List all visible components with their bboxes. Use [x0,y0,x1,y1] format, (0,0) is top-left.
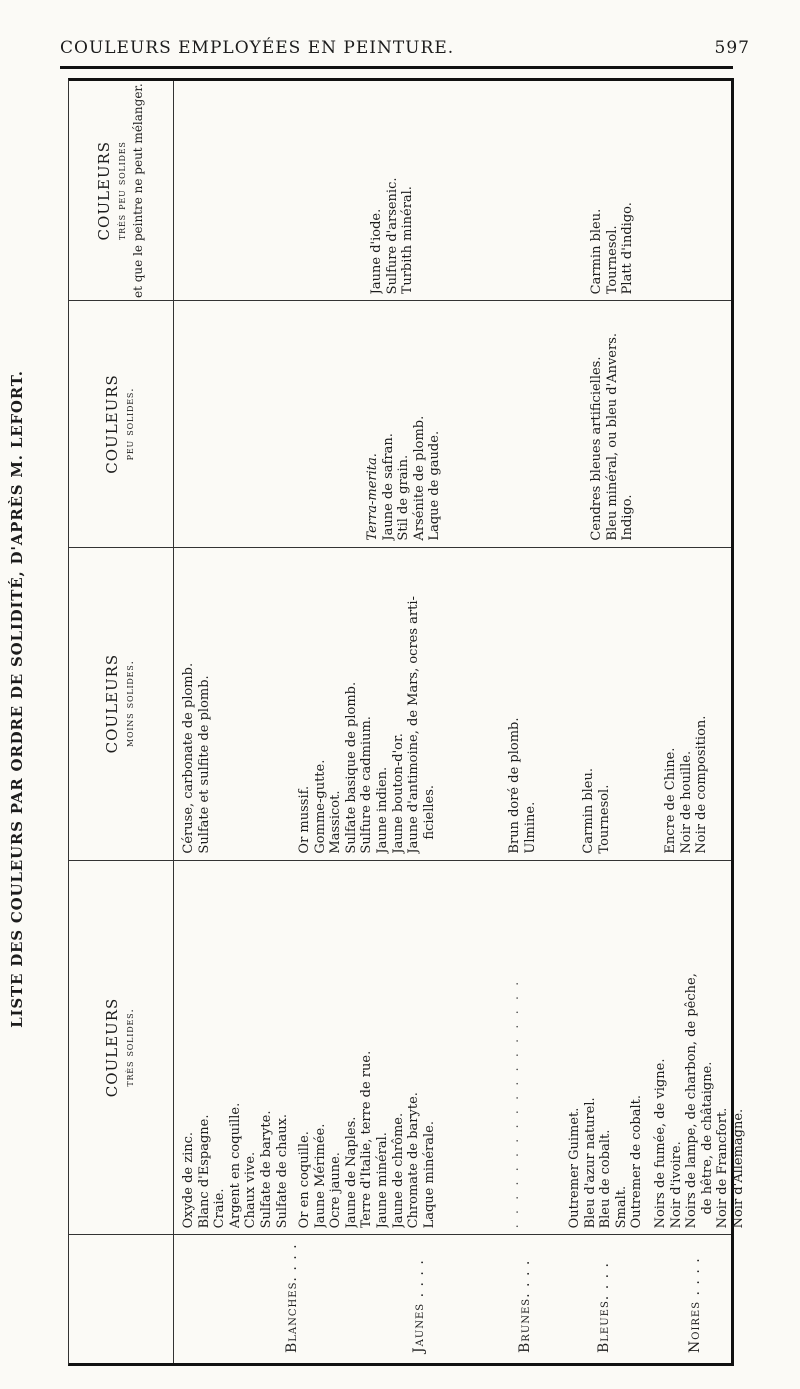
category-label: Bleues. . . . [596,1262,612,1353]
color-item: Oxyde de zinc. [181,1131,196,1229]
color-item: Jaune d'iode. [369,208,384,295]
group-white [181,867,290,1229]
page-number: 597 [714,38,750,58]
group-yellow [297,554,437,854]
dotted-leader: . . . . . . . . . . . . . . . . . . [507,978,522,1229]
color-item: Jaune de chrôme. [390,1112,406,1229]
color-item: Gomme-gutte. [312,759,328,854]
color-item: Sulfate de chaux. [274,1113,290,1229]
group-blue [581,554,612,854]
color-item: Bleu d'azur naturel. [582,1097,598,1229]
color-item: Sulfate de baryte. [258,1110,274,1229]
column-very-solid [69,860,746,1235]
color-item: Céruse, carbonate de plomb. [181,662,196,854]
color-item: Jaune bouton-d'or. [390,733,406,854]
color-item: Noir d'ivoire. [668,1141,684,1229]
color-solidity-table [68,78,746,1366]
color-item: Carmin bleu. [589,208,604,295]
group-brown [507,554,538,854]
page-header-title: COULEURS EMPLOYÉES EN PEINTURE. [60,38,455,58]
color-item: Noir de composition. [694,715,710,854]
color-item: Or en coquille. [297,1131,312,1229]
color-item: Turbith minéral. [400,186,416,295]
group-blue [567,867,645,1229]
group-blue [589,87,636,294]
color-item: Noir d'Allemagne. [730,1108,746,1229]
color-item: Sulfate basique de plomb. [343,681,359,854]
column-subheading: très peu solides [114,141,128,241]
group-black [653,867,747,1229]
color-item: Sulfure de cadmium. [359,716,375,854]
color-item: Jaune de Naples. [343,1116,359,1229]
running-header [60,38,750,58]
color-item: Argent en coquille. [227,1102,243,1229]
color-item: Smalt. [613,1185,629,1229]
color-item: Chromate de baryte. [406,1092,422,1229]
color-item: Or mussif. [297,785,312,854]
column-heading: COULEURS [103,997,121,1098]
color-item: Encre de Chine. [663,747,678,854]
color-item: Jaune indien. [374,766,390,854]
column-subheading: moins solides. [123,660,136,747]
color-item: Sulfure d'arsenic. [384,177,400,295]
color-item: Outremer Guimet. [567,1107,582,1229]
group-brown [507,867,523,1229]
color-item: Noirs de fumée, de vigne. [653,1058,668,1229]
category-label: Noires . . . . [687,1257,703,1353]
category-header [69,1235,174,1363]
color-item: Stil de grain. [396,454,412,541]
color-item: Sulfate et sulfite de plomb. [196,675,212,854]
color-item: Bleu minéral, ou bleu d'Anvers. [604,332,620,541]
color-item: Bleu de cobalt. [598,1129,614,1229]
color-item: Outremer de cobalt. [629,1095,645,1229]
column-heading: COULEURS [103,374,121,474]
group-yellow [365,307,443,540]
color-item: Tournesol. [596,784,612,854]
column-slightly-solid [69,300,731,546]
group-yellow [297,867,437,1229]
table-title: LISTE DES COULEURS PAR ORDRE DE SOLIDITÉ, D'APRÈS M. LEFORT. [8,370,26,1028]
group-black [663,554,710,854]
column-subheading: peu solides. [123,387,136,461]
color-item: Blanc d'Espagne. [196,1114,212,1229]
color-item: Jaune d'antimoine, de Mars, ocres arti- [406,596,422,854]
color-item: Noir de houille. [678,750,694,854]
color-item: Laque minérale. [421,1121,437,1229]
color-item: Terre d'Italie, terre de rue. [359,1050,375,1229]
column-very-slightly-solid [69,81,731,300]
color-item: Laque de gaude. [427,430,443,541]
color-item: de hêtre, de châtaigne. [699,1061,715,1215]
group-yellow [369,87,416,294]
group-blue [589,307,636,540]
column-heading: COULEURS [94,140,113,241]
color-item: Ocre jaune. [328,1152,344,1229]
color-item: Ulmine. [522,801,538,854]
color-item: Craie. [212,1188,228,1229]
color-item: Arsénite de plomb. [411,415,427,541]
column-subheading: très solides. [123,1008,136,1087]
category-label: Blanches. . . . [284,1243,300,1353]
color-item: Indigo. [620,494,636,541]
category-column [69,1234,731,1363]
color-item: Tournesol. [604,225,620,295]
column-heading: COULEURS [103,653,121,754]
color-item: Cendres bleues artificielles. [589,356,604,541]
column-header [69,861,174,1235]
color-item: Chaux vive. [243,1151,259,1229]
column-header [69,81,174,300]
column-less-solid [69,547,731,860]
color-item: Jaune de safran. [380,433,396,541]
color-item: Carmin bleu. [581,767,596,854]
color-item: Brun doré de plomb. [507,717,522,854]
category-label: Brunes. . . . [517,1259,533,1353]
category-label: Jaunes . . . . [411,1259,427,1353]
color-item: Jaune minéral. [374,1132,390,1229]
column-header [69,301,174,546]
group-white [181,554,212,854]
color-item: Platt d'indigo. [620,202,636,295]
column-header [69,548,174,860]
column-note: et que le peintre ne peut mélanger. [130,83,145,298]
header-rule [60,66,733,69]
color-item: ficielles. [421,784,437,840]
color-item: Noirs de lampe, de charbon, de pêche, [684,973,700,1229]
color-item: Massicot. [328,790,344,854]
color-item: Terra-merita. [365,453,380,541]
table-rotated-body [69,81,746,1363]
color-item: Noir de Francfort. [715,1107,731,1229]
color-item: Jaune Mérimée. [312,1123,328,1229]
